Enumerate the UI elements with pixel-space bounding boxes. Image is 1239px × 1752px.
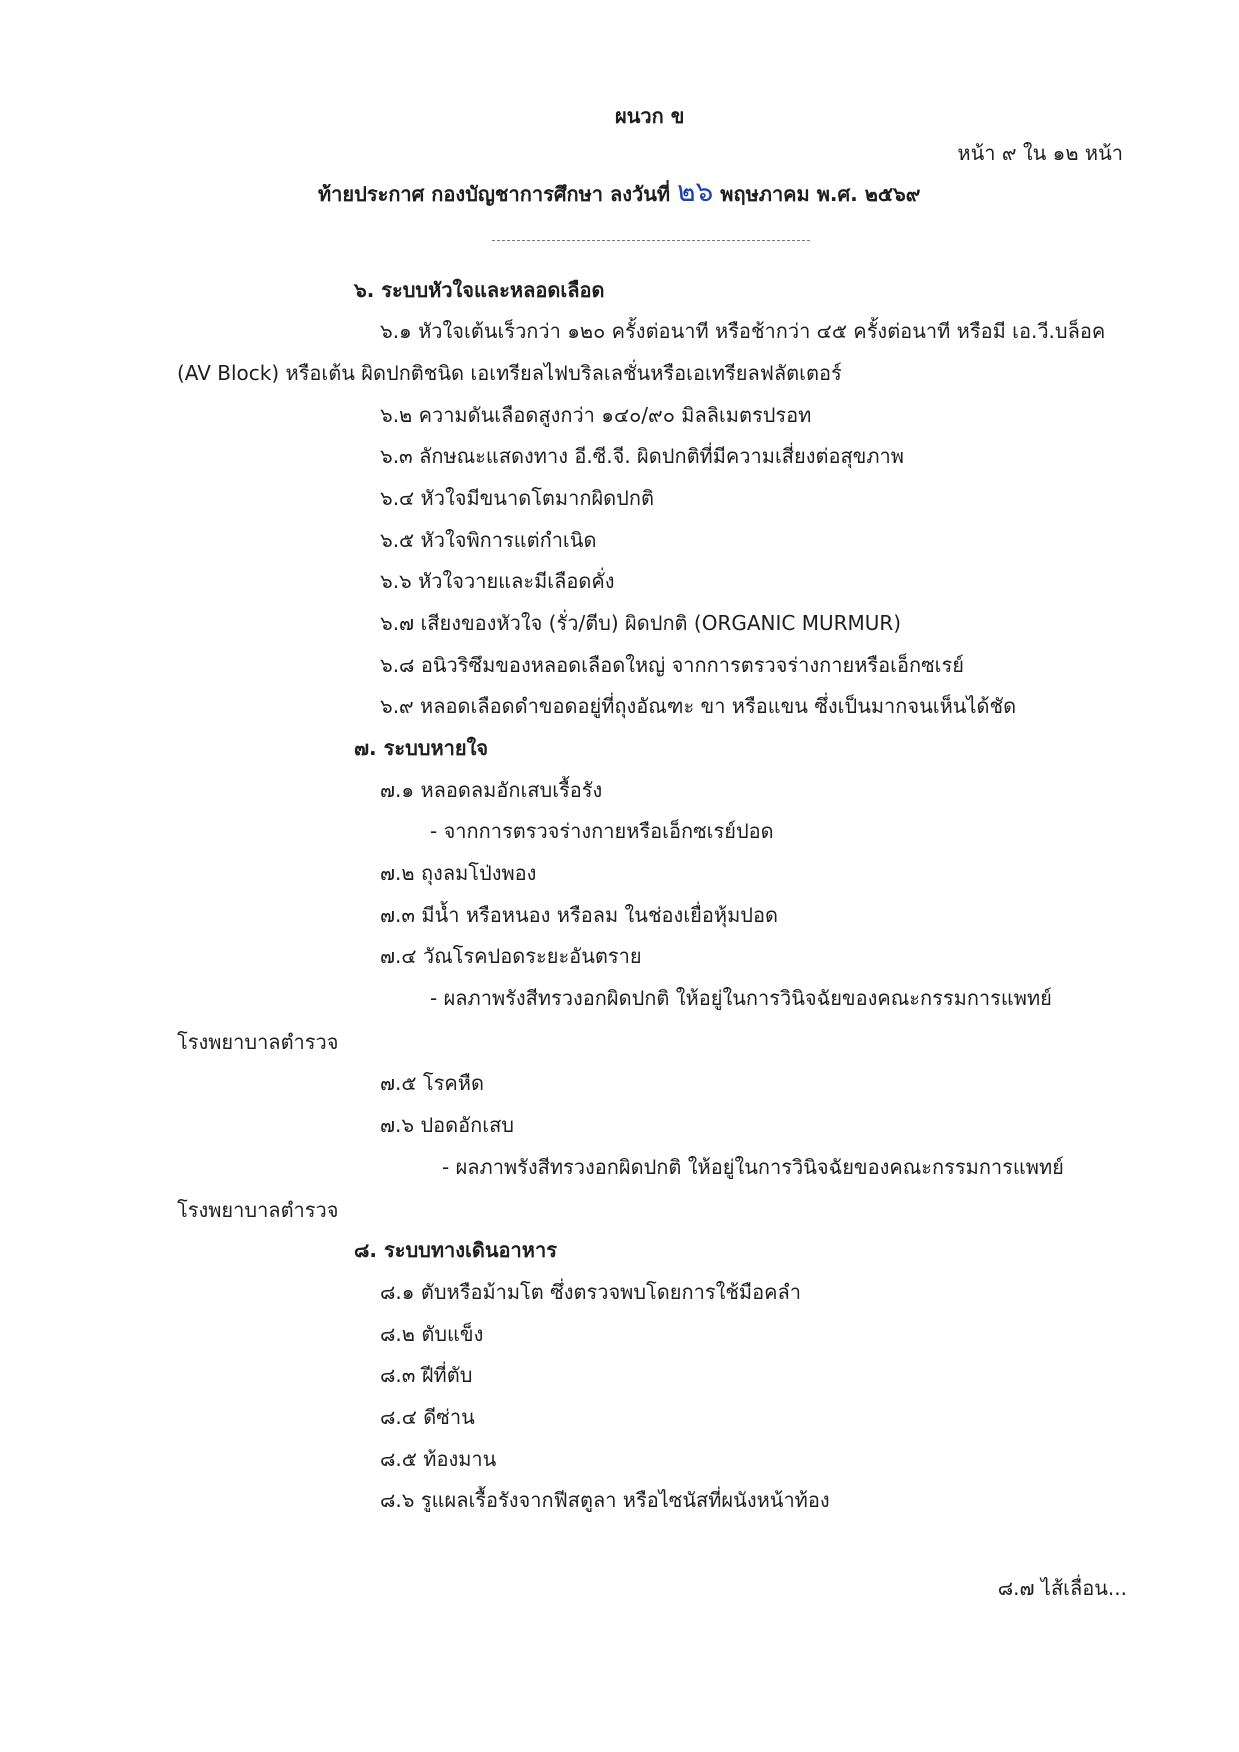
item-8-5: ๘.๕ ท้องมาน [380,1447,497,1471]
item-6-5: ๖.๕ หัวใจพิการแต่กำเนิด [380,528,597,552]
continuation-note: ๘.๗ ไส้เลื่อน... [997,1576,1127,1600]
item-8-1: ๘.๑ ตับหรือม้ามโต ซึ่งตรวจพบโดยการใช้มือคลำ [380,1280,801,1304]
section-6-heading: ๖. ระบบหัวใจและหลอดเลือด [354,278,605,302]
item-6-8: ๖.๘ อนิวริซึมของหลอดเลือดใหญ่ จากการตรวจร่างกายหรือเอ็กซเรย์ [380,653,964,677]
item-7-6: ๗.๖ ปอดอักเสบ [380,1113,515,1137]
item-6-7: ๖.๗ เสียงของหัวใจ (รั่ว/ตีบ) ผิดปกติ (ORGANIC MURMUR) [380,611,902,635]
item-6-3: ๖.๓ ลักษณะแสดงทาง อี.ซี.จี. ผิดปกติที่มีความเสี่ยงต่อสุขภาพ [380,444,904,468]
item-6-6: ๖.๖ หัวใจวายและมีเลือดคั่ง [380,569,615,593]
item-6-1-line2: (AV Block) หรือเต้น ผิดปกติชนิด เอเทรียลไฟบริลเลชั่นหรือเอเทรียลฟลัตเตอร์ [177,361,842,385]
item-8-3: ๘.๓ ฝีที่ตับ [380,1363,473,1387]
item-8-4: ๘.๔ ดีซ่าน [380,1405,475,1429]
item-7-6-sub-line2: โรงพยาบาลตำรวจ [177,1198,339,1222]
item-7-1-sub: - จากการตรวจร่างกายหรือเอ็กซเรย์ปอด [430,819,774,843]
item-7-3: ๗.๓ มีน้ำ หรือหนอง หรือลม ในช่องเยื่อหุ้มปอด [380,903,778,927]
announcement-suffix: พฤษภาคม พ.ศ. ๒๕๖๙ [720,182,921,206]
item-6-4: ๖.๔ หัวใจมีขนาดโตมากผิดปกติ [380,486,654,510]
item-8-6: ๘.๖ รูแผลเรื้อรังจากฟีสตูลา หรือไซนัสที่ผนังหน้าท้อง [380,1488,830,1512]
item-6-9: ๖.๙ หลอดเลือดดำขอดอยู่ที่ถุงอัณฑะ ขา หรือแขน ซึ่งเป็นมากจนเห็นได้ชัด [380,694,1017,718]
item-7-6-sub-line1: - ผลภาพรังสีทรวงอกผิดปกติ ให้อยู่ในการวินิจฉัยของคณะกรรมการแพทย์ [442,1155,1064,1179]
item-7-4-sub-line1: - ผลภาพรังสีทรวงอกผิดปกติ ให้อยู่ในการวินิจฉัยของคณะกรรมการแพทย์ [430,986,1052,1010]
item-8-2: ๘.๒ ตับแข็ง [380,1322,484,1346]
item-7-1: ๗.๑ หลอดลมอักเสบเรื้อรัง [380,778,603,802]
announcement-prefix: ท้ายประกาศ กองบัญชาการศึกษา ลงวันที่ [318,182,671,206]
item-7-4: ๗.๔ วัณโรคปอดระยะอันตราย [380,944,642,968]
item-7-2: ๗.๒ ถุงลมโป่งพอง [380,861,537,885]
announcement-date-day: ๒๖ [677,175,714,208]
item-6-1-line1: ๖.๑ หัวใจเต้นเร็วกว่า ๑๒๐ ครั้งต่อนาที หรือช้ากว่า ๔๕ ครั้งต่อนาที หรือมี เอ.วี.บล็อค [380,319,1106,343]
item-7-5: ๗.๕ โรคหืด [380,1071,484,1095]
item-7-4-sub-line2: โรงพยาบาลตำรวจ [177,1030,339,1054]
header-divider [492,240,810,241]
annex-title: ผนวก ข [615,104,685,128]
section-7-heading: ๗. ระบบหายใจ [354,736,489,760]
section-8-heading: ๘. ระบบทางเดินอาหาร [354,1238,557,1262]
page-info: หน้า ๙ ใน ๑๒ หน้า [957,141,1123,165]
announcement-line [318,175,921,208]
item-6-2: ๖.๒ ความดันเลือดสูงกว่า ๑๔๐/๙๐ มิลลิเมตรปรอท [380,403,812,427]
